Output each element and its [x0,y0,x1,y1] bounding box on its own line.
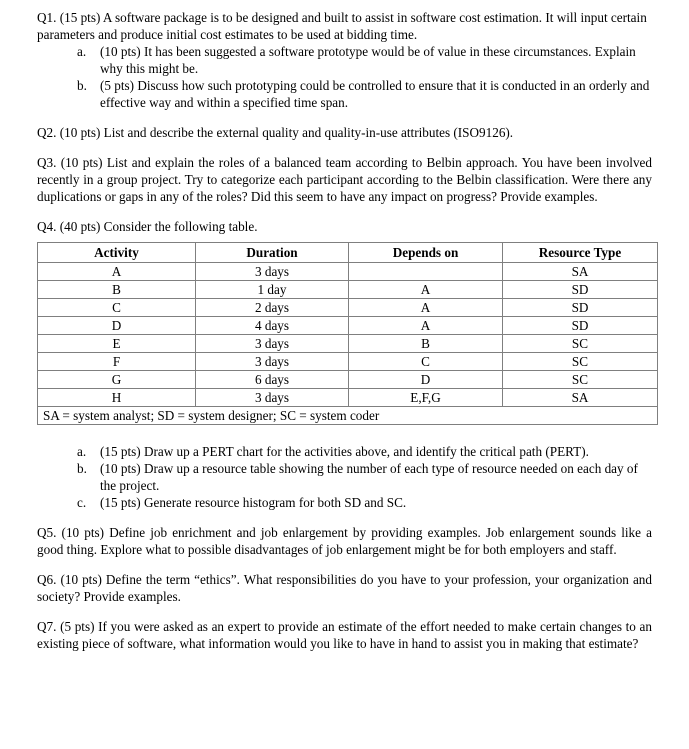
question-q4-subitem-a [37,443,652,460]
cell-resource-type: SC [503,335,658,353]
cell-activity: D [38,317,196,335]
question-q4-subitem-c [37,494,652,511]
cell-activity: B [38,281,196,299]
table-header-resource-type: Resource Type [503,243,658,263]
question-q4-sublist [37,443,652,511]
list-item-text: (10 pts) It has been suggested a software prototype would be of value in these circumstances. Explain why this might be. [100,44,636,76]
cell-depends-on [349,263,503,281]
table-legend: SA = system analyst; SD = system designer; SC = system coder [38,407,658,425]
cell-duration: 2 days [196,299,349,317]
cell-resource-type: SC [503,371,658,389]
cell-resource-type: SC [503,353,658,371]
cell-duration: 3 days [196,389,349,407]
cell-duration: 1 day [196,281,349,299]
table-row [38,263,658,281]
cell-activity: E [38,335,196,353]
list-marker: b. [77,78,87,93]
question-q3-lead: Q3. (10 pts) List and explain the roles of a balanced team according to Belbin approach. You have been involved recently in a group project. Try to categorize each participant according to the Belbin classification. Were there any duplications or gaps in any of the roles? Did this seem to have any impact on progress? Provide examples. [37,155,652,204]
list-item-text: (15 pts) Generate resource histogram for both SD and SC. [100,495,407,510]
table-row [38,299,658,317]
question-q2-lead: Q2. (10 pts) List and describe the external quality and quality-in-use attributes (ISO9126). [37,125,514,140]
question-q1-sublist [37,43,652,111]
list-marker: c. [77,495,87,510]
table-footer-row [38,407,658,425]
question-q1-subitem-b [37,77,652,111]
cell-duration: 3 days [196,353,349,371]
cell-resource-type: SA [503,263,658,281]
cell-duration: 6 days [196,371,349,389]
cell-activity: C [38,299,196,317]
question-q7-lead: Q7. (5 pts) If you were asked as an expert to provide an estimate of the effort needed to make certain changes to an existing piece of software, what information would you like to have in hand to assist you in making that estimate? [37,619,652,651]
table-row [38,317,658,335]
cell-depends-on: C [349,353,503,371]
list-marker: a. [77,444,87,459]
document-content [37,0,652,652]
question-q1-lead: Q1. (15 pts) A software package is to be designed and built to assist in software cost estimation. It will input certain parameters and produce initial cost estimates to be used at bidding time. [37,10,647,42]
table-row [38,335,658,353]
cell-activity: A [38,263,196,281]
table-header-row [38,243,658,263]
list-item-text: (15 pts) Draw up a PERT chart for the activities above, and identify the critical path (PERT). [100,444,589,459]
table-header-activity: Activity [38,243,196,263]
cell-resource-type: SD [503,299,658,317]
question-q4-lead: Q4. (40 pts) Consider the following table. [37,219,258,234]
cell-duration: 3 days [196,335,349,353]
cell-resource-type: SD [503,281,658,299]
list-item-text: (10 pts) Draw up a resource table showing the number of each type of resource needed on each day of the project. [100,461,638,493]
cell-depends-on: D [349,371,503,389]
cell-resource-type: SD [503,317,658,335]
cell-depends-on: A [349,317,503,335]
list-marker: a. [77,44,87,59]
cell-activity: F [38,353,196,371]
cell-depends-on: B [349,335,503,353]
table-row [38,281,658,299]
table-row [38,389,658,407]
activity-table [37,242,658,425]
cell-depends-on: A [349,299,503,317]
cell-duration: 4 days [196,317,349,335]
table-row [38,353,658,371]
question-q1-subitem-a [37,43,652,77]
question-q5-lead: Q5. (10 pts) Define job enrichment and job enlargement by providing examples. Job enlargement sounds like a good thing. Explore what to possible disadvantages of job enlargement might be for both employers and staff. [37,525,652,557]
question-q6-lead: Q6. (10 pts) Define the term “ethics”. What responsibilities do you have to your profession, your organization and society? Provide examples. [37,572,652,604]
cell-duration: 3 days [196,263,349,281]
table-header-duration: Duration [196,243,349,263]
cell-depends-on: E,F,G [349,389,503,407]
cell-activity: H [38,389,196,407]
table-row [38,371,658,389]
list-item-text: (5 pts) Discuss how such prototyping could be controlled to ensure that it is conducted in an orderly and effective way and within a specified time span. [100,78,650,110]
cell-activity: G [38,371,196,389]
cell-resource-type: SA [503,389,658,407]
table-header-depends-on: Depends on [349,243,503,263]
list-marker: b. [77,461,87,476]
cell-depends-on: A [349,281,503,299]
question-q4-subitem-b [37,460,652,494]
